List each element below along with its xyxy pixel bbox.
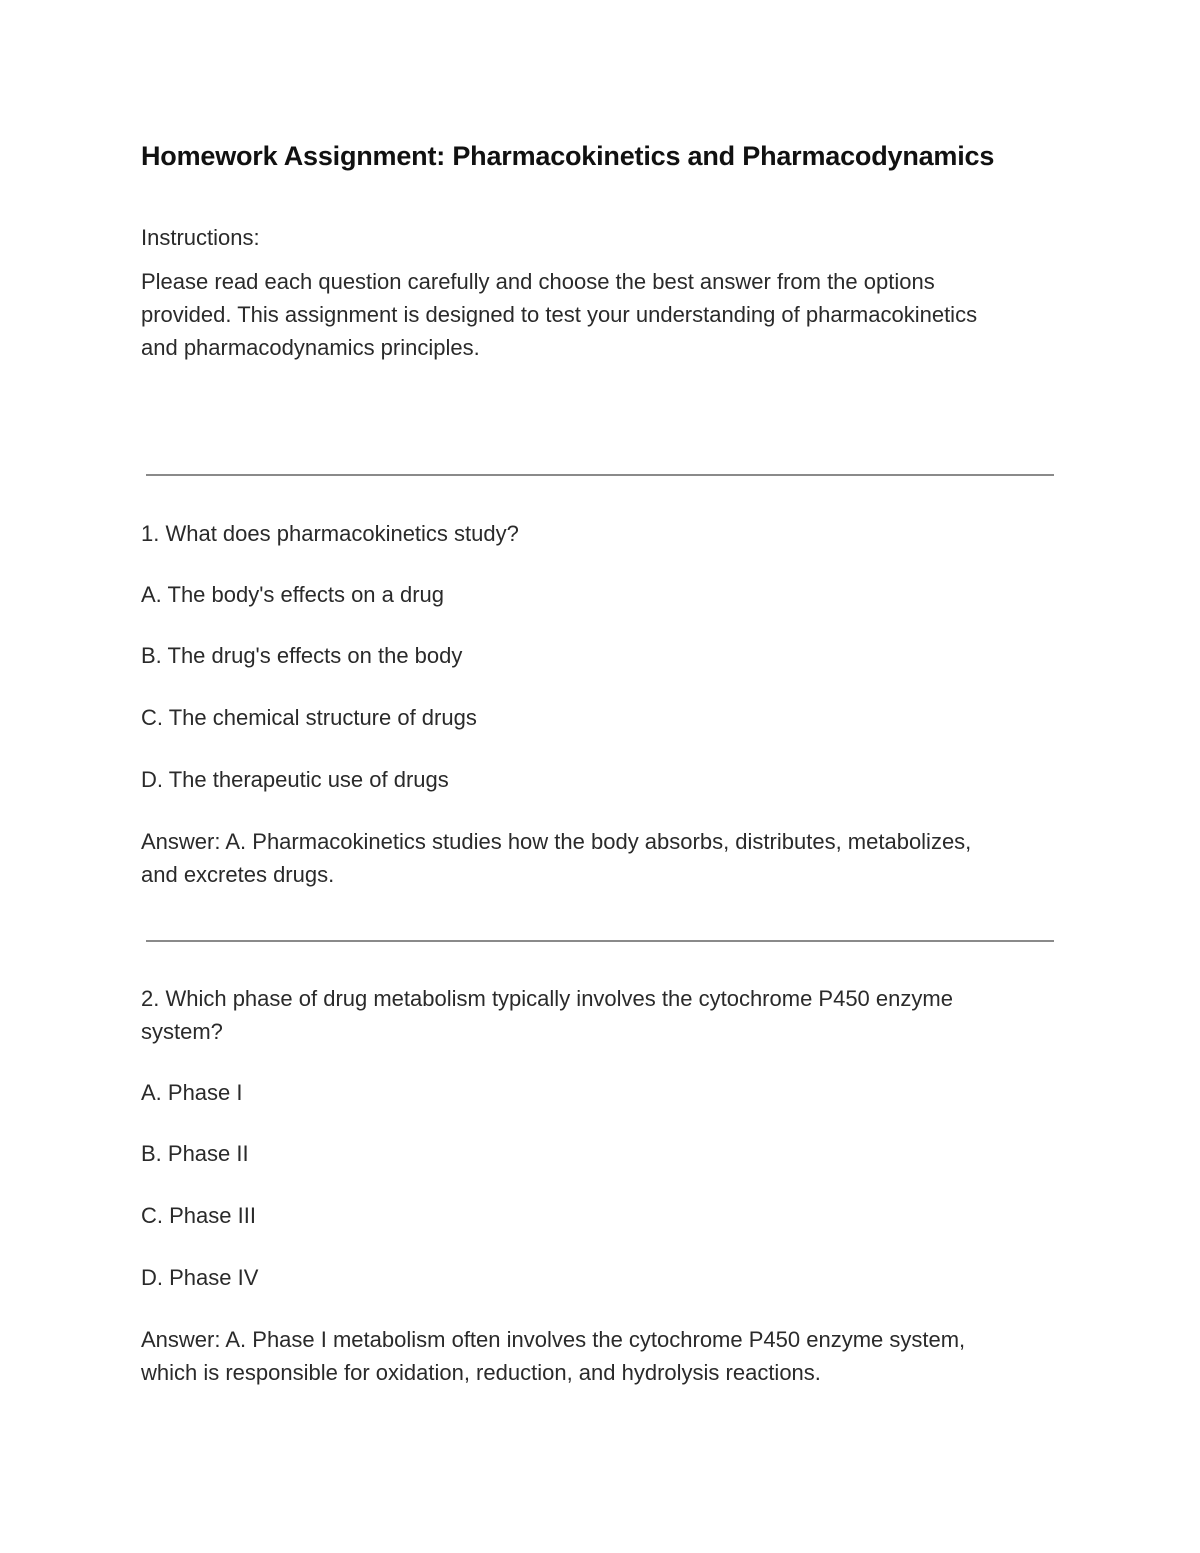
question-2-option-d: D. Phase IV	[141, 1265, 259, 1290]
page-title: Homework Assignment: Pharmacokinetics and Pharmacodynamics	[141, 141, 995, 171]
question-2-answer: Answer: A. Phase I metabolism often involves the cytochrome P450 enzyme system,	[141, 1327, 966, 1352]
section-divider	[146, 940, 1054, 942]
question-2-option-a: A. Phase I	[141, 1080, 243, 1105]
question-1-option-d: D. The therapeutic use of drugs	[141, 767, 449, 792]
question-1-option-b: B. The drug's effects on the body	[141, 643, 463, 668]
question-2-answer: which is responsible for oxidation, reduction, and hydrolysis reactions.	[141, 1360, 821, 1385]
question-2-prompt: 2. Which phase of drug metabolism typically involves the cytochrome P450 enzyme	[141, 986, 953, 1011]
question-2-prompt: system?	[141, 1019, 223, 1044]
question-1-prompt: 1. What does pharmacokinetics study?	[141, 521, 519, 546]
question-2-option-b: B. Phase II	[141, 1141, 249, 1166]
question-1-option-c: C. The chemical structure of drugs	[141, 705, 477, 730]
question-2-option-c: C. Phase III	[141, 1203, 256, 1228]
question-1-option-a: A. The body's effects on a drug	[141, 582, 445, 607]
question-1-answer: and excretes drugs.	[141, 862, 335, 887]
instructions-line: Please read each question carefully and choose the best answer from the options	[141, 269, 935, 294]
instructions-heading: Instructions:	[141, 225, 260, 250]
section-divider	[146, 474, 1054, 476]
instructions-line: and pharmacodynamics principles.	[141, 335, 480, 360]
question-1-answer: Answer: A. Pharmacokinetics studies how the body absorbs, distributes, metabolizes,	[141, 829, 972, 854]
instructions-line: provided. This assignment is designed to test your understanding of pharmacokinetics	[141, 302, 978, 327]
